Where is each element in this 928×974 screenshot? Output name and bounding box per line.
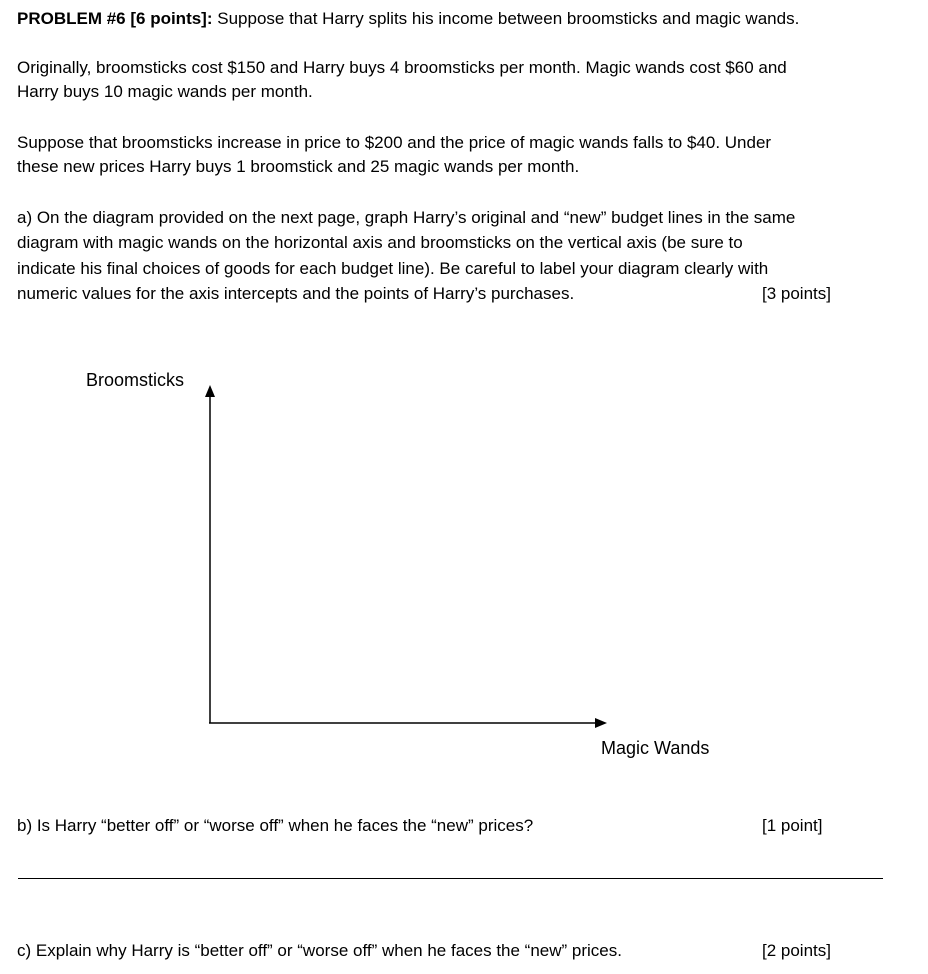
new-prices-line-2: these new prices Harry buys 1 broomstick and 25 magic wands per month. [17, 157, 580, 176]
y-axis-arrowhead [205, 385, 215, 397]
original-prices-line-1: Originally, broomsticks cost $150 and Harry buys 4 broomsticks per month. Magic wands cost $60 and [17, 58, 787, 77]
question-a-points: [3 points] [762, 284, 831, 303]
x-axis-label: Magic Wands [601, 738, 710, 758]
x-axis-arrowhead [595, 718, 607, 728]
answer-line[interactable] [18, 878, 883, 879]
question-c-points: [2 points] [762, 941, 831, 960]
question-a-line-3: indicate his final choices of goods for each budget line). Be careful to label your diagram clearly with [17, 259, 769, 278]
question-c-text: c) Explain why Harry is “better off” or “worse off” when he faces the “new” prices. [17, 941, 622, 960]
question-b-points: [1 point] [762, 816, 823, 835]
problem-intro: Suppose that Harry splits his income between broomsticks and magic wands. [217, 9, 800, 28]
question-b-text: b) Is Harry “better off” or “worse off” when he faces the “new” prices? [17, 816, 534, 835]
question-a-line-1: a) On the diagram provided on the next page, graph Harry’s original and “new” budget lines in the same [17, 208, 796, 227]
new-prices-line-1: Suppose that broomsticks increase in price to $200 and the price of magic wands falls to $40. Under [17, 133, 772, 152]
original-prices-line-2: Harry buys 10 magic wands per month. [17, 82, 313, 101]
question-a-line-4: numeric values for the axis intercepts and the points of Harry’s purchases. [17, 284, 575, 303]
problem-title: PROBLEM #6 [6 points]: [17, 9, 213, 28]
question-a-line-2: diagram with magic wands on the horizontal axis and broomsticks on the vertical axis (be sure to [17, 233, 743, 252]
y-axis-label: Broomsticks [86, 370, 185, 390]
